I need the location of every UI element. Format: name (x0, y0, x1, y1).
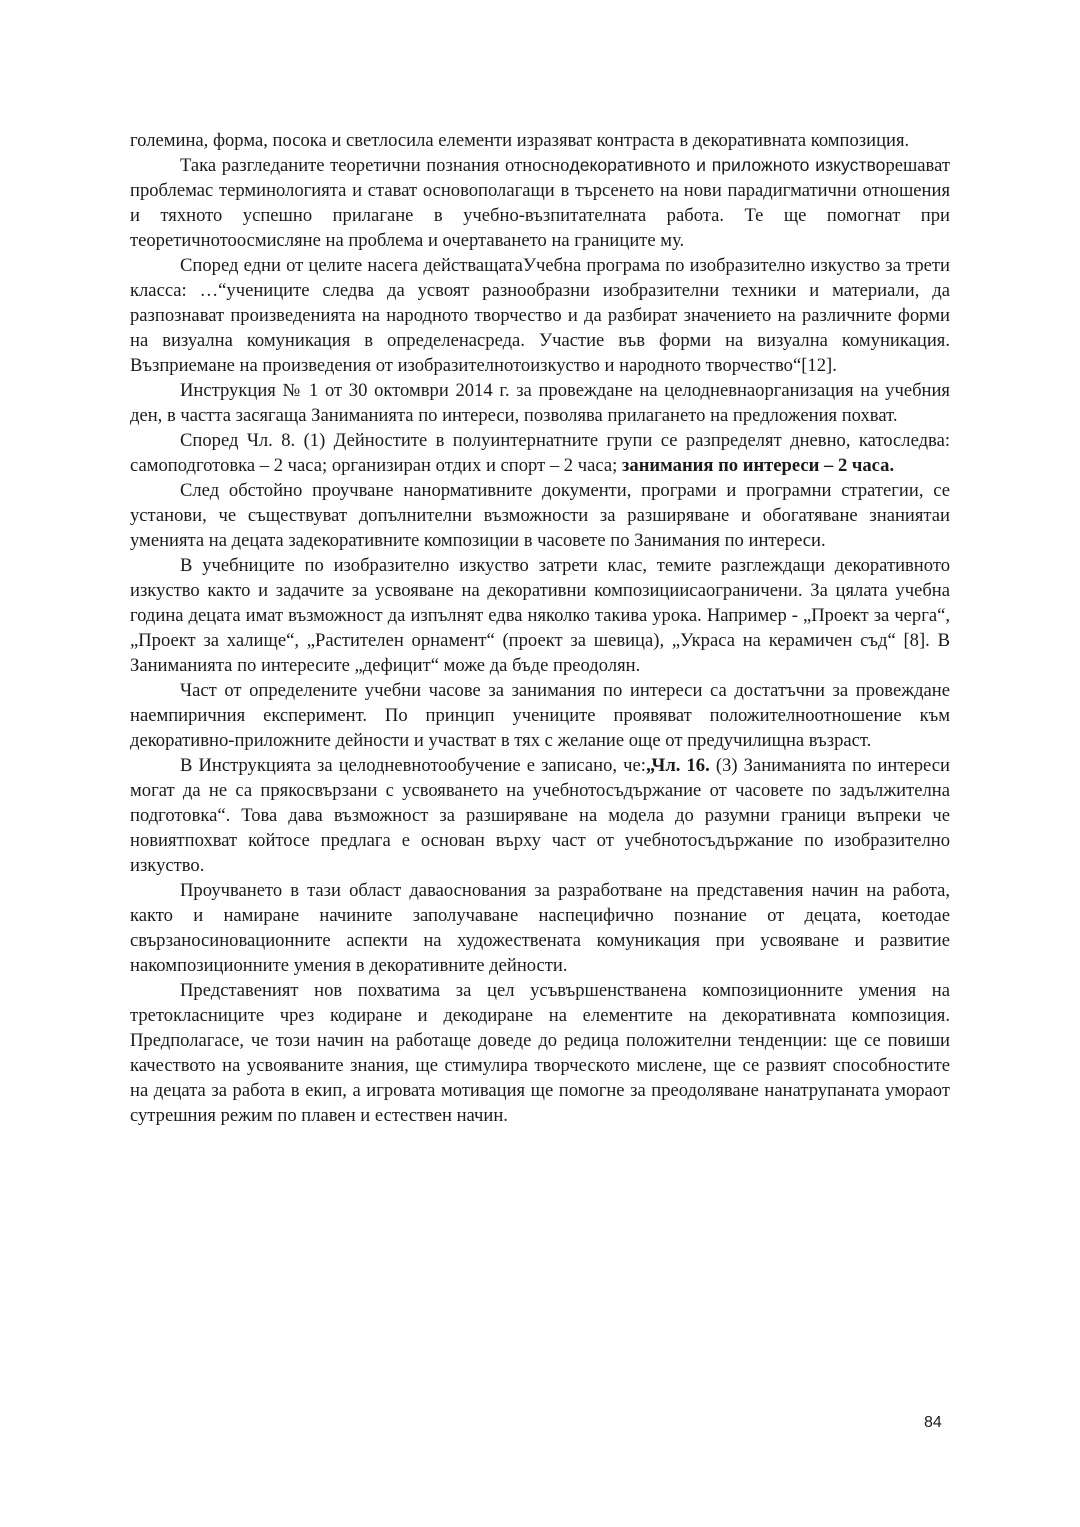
paragraph-2 (130, 153, 950, 253)
page-number: 84 (924, 1414, 942, 1431)
paragraph-5 (130, 428, 950, 478)
paragraph-9-bold: „Чл. 16. (645, 755, 710, 776)
paragraph-9-text-a: В Инструкцията за целодневнотообучение е записано, че: (180, 755, 646, 776)
paragraph-2-text-a: Така разгледаните теоретични познания относно (180, 155, 570, 176)
paragraph-5-text: Според Чл. 8. (1) Дейностите в полуинтернатните групи се разпределят дневно, катоследва: самоподготовка – 2 часа; организиран отдих и спорт – 2 часа; (130, 430, 950, 476)
paragraph-4: Инструкция № 1 от 30 октомври 2014 г. за провеждане на целодневнаорганизация на учебния ден, в частта засягаща Заниманията по интереси, позволява прилагането на предложения похват. (130, 380, 950, 426)
paragraph-8: Част от определените учебни часове за занимания по интереси са достатъчни за провеждане наемпиричния експеримент. По принцип учениците проявяват положителноотношение към декоративно-приложните дейности и участват в тях с желание още от предучилищна възраст. (130, 680, 950, 751)
body-text (130, 128, 950, 1128)
paragraph-5-bold: занимания по интереси – 2 часа. (621, 455, 895, 476)
paragraph-2-text-b: решават проблемас терминологията и стават основополагащи в търсенето на нови парадигматични отношения и тяхното успешно прилагане в учебно-възпитателната работа. Те ще помогнат при теоретичнотоосмисляне на проблема и очертаването на границите му. (130, 155, 950, 251)
paragraph-7: В учебниците по изобразително изкуство затрети клас, темите разглеждащи декоративното изкуство както и задачите за усвояване на декоративни композициисаограничени. За цялата учебна година децата имат възможност да изпълнят едва няколко такива урока. Например - „Проект за черга“, „Проект за халище“, „Растителен орнамент“ (проект за шевица), „Украса на керамичен съд“ [8]. В Заниманията по интересите „дефицит“ може да бъде преодолян. (130, 555, 950, 676)
paragraph-11: Представеният нов похватима за цел усъвършенстванена композиционните умения на третокласниците чрез кодиране и декодиране на елементите на декоративната композиция. Предполагасе, че този начин на работаще доведе до редица положителни тенденции: ще се повиши качеството на усвояваните знания, ще стимулира творческото мислене, ще се развият способностите на децата за работа в екип, а игровата мотивация ще помогне за преодоляване нанатрупаната умораот сутрешния режим по плавен и естествен начин. (130, 980, 950, 1126)
paragraph-9-text-b: (3) Заниманията по интереси могат да не са прякосвързани с усвояването на учебнотосъдържание от часовете по задължителна подготовка“. Това дава възможност за разширяване на модела до разумни граници въпреки че новиятпохват койтосе предлага е основан върху част от учебнотосъдържание по изобразително изкуство. (130, 755, 950, 876)
paragraph-9 (130, 753, 950, 878)
paragraph-1: големина, форма, посока и светлосила елементи изразяват контраста в декоративната композиция. (130, 130, 910, 151)
paragraph-3: Според едни от целите насега действащатаУчебна програма по изобразително изкуство за трети класса: …“учениците следва да усвоят разнообразни изобразителни техники и материали, да разпознават произведенията на народното творчество и да разбират значението на различните форми на визуална комуникация в определенасреда. Участие във форми на визуална комуникация. Възприемане на произведения от изобразителнотоизкуство и народното творчество“[12]. (130, 255, 950, 376)
paragraph-6: След обстойно проучване нанормативните документи, програми и програмни стратегии, се установи, че съществуват допълнителни възможности за разширяване и обогатяване знаниятаи уменията на децата задекоративните композиции в часовете по Занимания по интереси. (130, 480, 950, 551)
paragraph-2-term: декоративното и приложното изкуство (569, 155, 886, 175)
paragraph-10: Проучването в тази област даваоснования за разработване на представения начин на работа, както и намиране начините заполучаване наспецифично познание от децата, коетодае свързаносиновационните аспекти на художествената комуникация при усвояване и развитие накомпозиционните умения в декоративните дейности. (130, 880, 950, 976)
